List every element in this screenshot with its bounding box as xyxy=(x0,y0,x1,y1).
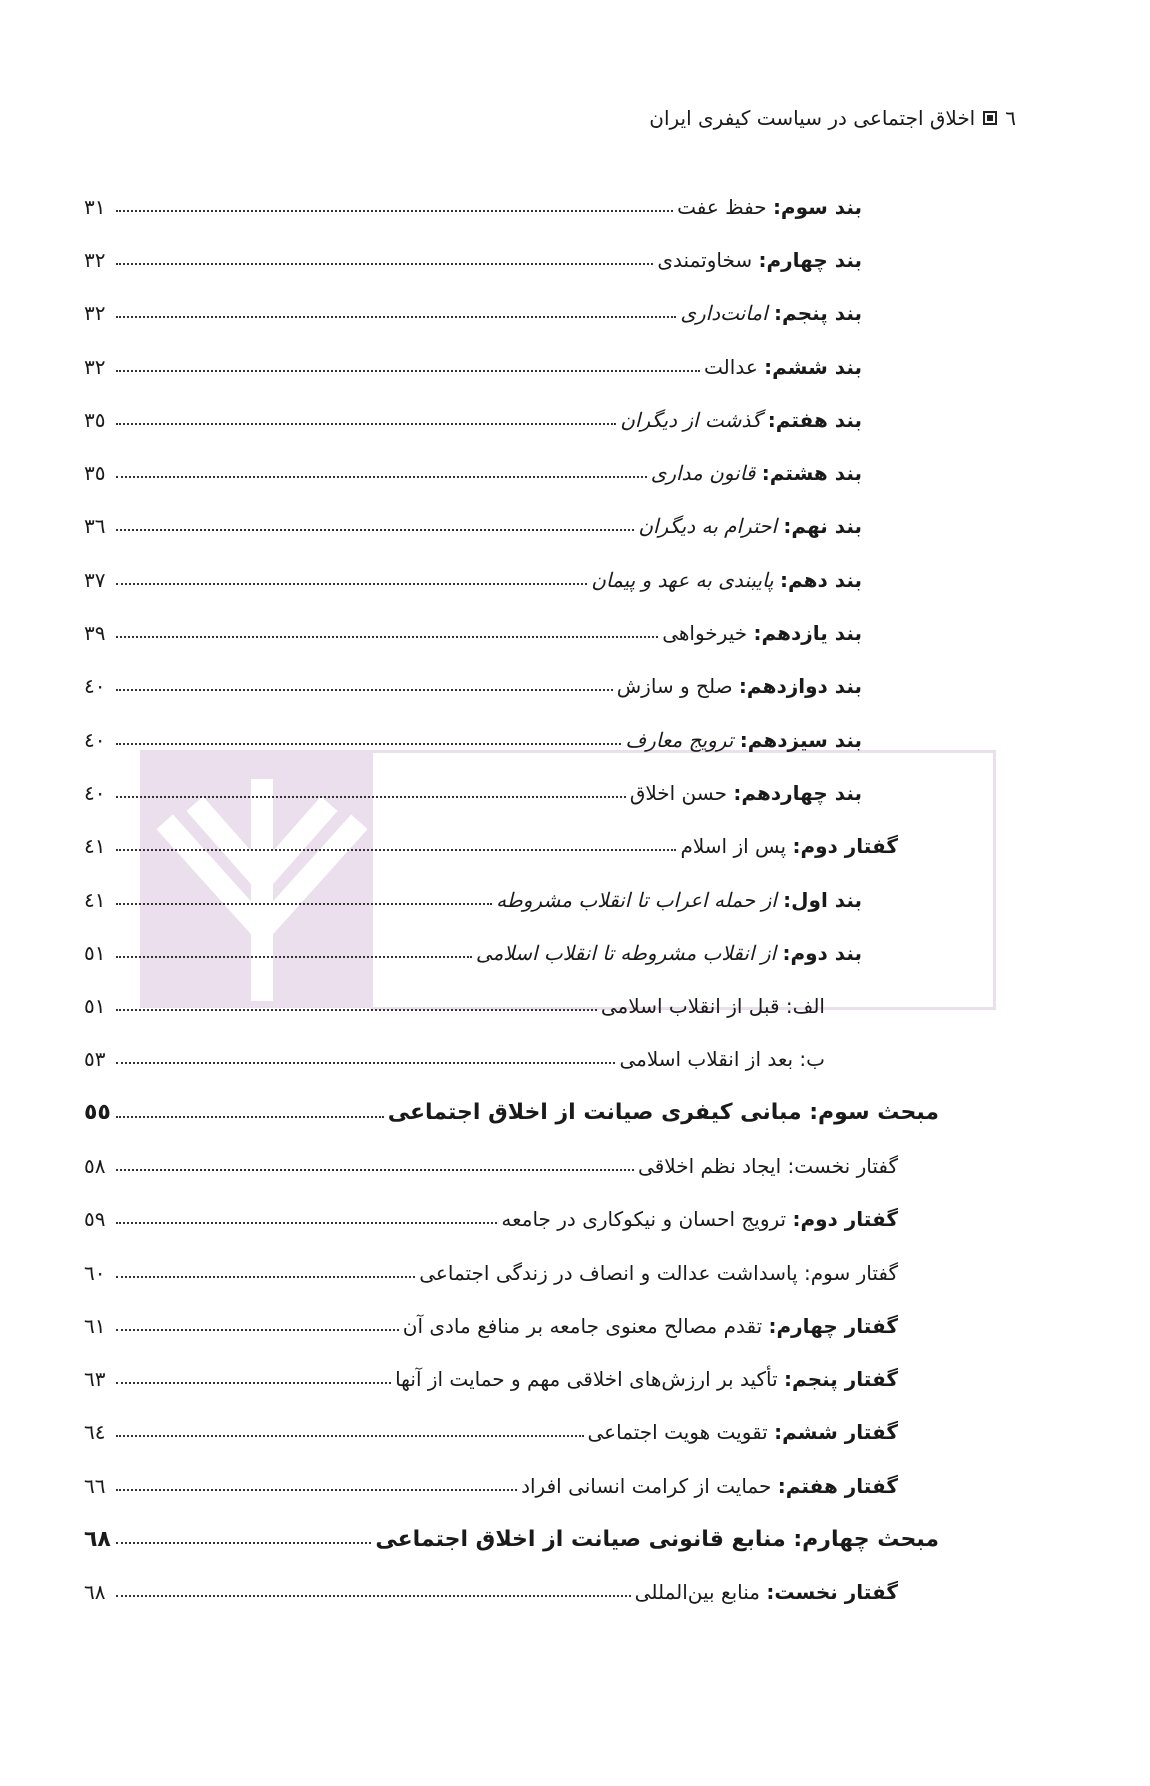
dot-leader xyxy=(116,263,653,265)
toc-page-number: ٣٢ xyxy=(84,354,106,379)
toc-page-number: ٦٠ xyxy=(84,1260,106,1285)
toc-entry-prefix: مبحث چهارم: xyxy=(793,1526,939,1552)
toc-entry-title xyxy=(638,514,862,538)
toc-entry-text: الف: قبل از انقلاب اسلامی xyxy=(600,994,825,1019)
toc-entry-text: از انقلاب مشروطه تا انقلاب اسلامی xyxy=(475,940,783,965)
toc-entry-title xyxy=(601,994,825,1018)
toc-entry-prefix: مبحث سوم: xyxy=(809,1100,939,1126)
dot-leader xyxy=(116,476,647,478)
toc-entry-text: از حمله اعراب تا انقلاب مشروطه xyxy=(496,887,784,912)
toc-entry-text: احترام به دیگران xyxy=(638,514,784,539)
toc-entry-text: پایبندی به عهد و پیمان xyxy=(591,567,780,592)
toc-entry-prefix: بند نهم: xyxy=(783,514,862,539)
toc-page-number: ٤٠ xyxy=(84,727,106,752)
toc-entry-text: تأکید بر ارزش‌های اخلاقی مهم و حمایت از آنها xyxy=(395,1367,785,1392)
toc-entry[interactable] xyxy=(84,1139,898,1192)
toc-entry-prefix: گفتار دوم: xyxy=(792,1207,898,1232)
toc-entry-title xyxy=(403,1314,898,1338)
dot-leader xyxy=(116,849,676,851)
toc-page-number: ٦١ xyxy=(84,1313,106,1338)
dot-leader xyxy=(116,423,616,425)
toc-entry-title xyxy=(620,408,862,432)
dot-leader xyxy=(116,1489,517,1491)
toc-entry-text: تقویت هویت اجتماعی xyxy=(587,1420,775,1445)
toc-entry-text: منابع بین‌المللی xyxy=(634,1580,767,1605)
dot-leader xyxy=(116,1542,371,1544)
toc-entry-text: تقدم مصالح معنوی جامعه بر منافع مادی آن xyxy=(402,1313,769,1338)
toc-entry-prefix: بند دوم: xyxy=(782,940,862,965)
toc-entry[interactable] xyxy=(84,180,862,233)
toc-entry-title xyxy=(680,834,898,858)
toc-entry-text: عدالت xyxy=(704,354,765,379)
dot-leader xyxy=(116,796,626,798)
toc-page-number: ٦٦ xyxy=(84,1473,106,1498)
toc-page-number: ٦٨ xyxy=(84,1580,106,1605)
toc-entry-text: امانت‌داری xyxy=(680,301,775,326)
toc-entry-prefix: بند هفتم: xyxy=(767,407,862,432)
dot-leader xyxy=(116,529,634,531)
toc-entry-text: منابع قانونی صیانت از اخلاق اجتماعی xyxy=(375,1526,794,1552)
toc-entry-title xyxy=(476,941,862,965)
toc-page-number: ٦٨ xyxy=(84,1526,111,1552)
toc-page-number: ٥٥ xyxy=(84,1100,111,1126)
toc-entry-prefix: بند ششم: xyxy=(764,354,862,379)
dot-leader xyxy=(116,636,658,638)
dot-leader xyxy=(116,1009,597,1011)
dot-leader xyxy=(116,1276,415,1278)
dot-leader xyxy=(116,1435,584,1437)
toc-entry[interactable] xyxy=(84,713,862,766)
toc-entry-title xyxy=(501,1207,898,1231)
toc-entry[interactable] xyxy=(84,446,862,499)
dot-leader xyxy=(116,583,587,585)
running-header xyxy=(649,106,1016,130)
toc-entry[interactable] xyxy=(84,873,862,926)
toc-entry-prefix: بند دهم: xyxy=(779,567,862,592)
toc-entry[interactable] xyxy=(84,287,862,340)
dot-leader xyxy=(116,316,676,318)
toc-entry-text: حفظ عفت xyxy=(677,194,773,219)
toc-page-number: ٦٤ xyxy=(84,1420,106,1445)
toc-entry-prefix: بند چهاردهم: xyxy=(733,780,862,805)
toc-entry-title xyxy=(395,1367,898,1391)
toc-page-number: ٣٥ xyxy=(84,461,106,486)
toc-entry[interactable] xyxy=(84,606,862,659)
dot-leader xyxy=(116,956,472,958)
toc-entry-text: گذشت از دیگران xyxy=(620,407,768,432)
toc-entry[interactable] xyxy=(84,1193,898,1246)
toc-page-number: ٥١ xyxy=(84,994,106,1019)
dot-leader xyxy=(116,1382,391,1384)
toc-entry-prefix: گفتار دوم: xyxy=(792,834,898,859)
toc-entry[interactable] xyxy=(84,1033,825,1086)
toc-entry-title xyxy=(591,568,862,592)
toc-entry-title xyxy=(388,1100,939,1125)
dot-leader xyxy=(116,370,700,372)
dot-leader xyxy=(116,1062,615,1064)
toc-page-number: ٣١ xyxy=(84,194,106,219)
toc-entry-text: گفتار نخست: ایجاد نظم اخلاقی xyxy=(638,1153,898,1178)
toc-entry[interactable] xyxy=(84,660,862,713)
toc-entry-text: ترویج معارف xyxy=(625,727,740,752)
toc-entry-title xyxy=(375,1527,939,1552)
toc-entry[interactable] xyxy=(84,500,862,553)
toc-page-number: ٥٩ xyxy=(84,1207,106,1232)
toc-entry-title xyxy=(588,1420,898,1444)
toc-entry-title xyxy=(496,888,862,912)
dot-leader xyxy=(116,1116,384,1118)
toc-entry-title xyxy=(630,781,862,805)
toc-entry[interactable] xyxy=(84,820,898,873)
toc-entry-prefix: بند سوم: xyxy=(772,194,862,219)
toc-entry-prefix: بند سیزدهم: xyxy=(739,727,862,752)
toc-entry[interactable] xyxy=(84,766,862,819)
toc-entry-prefix: گفتار پنجم: xyxy=(784,1367,898,1392)
toc-page-number: ٣٩ xyxy=(84,621,106,646)
toc-entry[interactable] xyxy=(84,1459,898,1512)
toc-entry[interactable] xyxy=(84,1512,939,1565)
toc-entry-text: خیرخواهی xyxy=(662,621,754,646)
toc-page-number: ٥١ xyxy=(84,940,106,965)
toc-page-number: ٥٣ xyxy=(84,1047,106,1072)
toc-entry-prefix: گفتار چهارم: xyxy=(768,1313,898,1338)
toc-page-number: ٤٠ xyxy=(84,780,106,805)
toc-entry-title xyxy=(680,301,862,325)
toc-entry-text: ب: بعد از انقلاب اسلامی xyxy=(619,1047,825,1072)
toc-entry-prefix: بند چهارم: xyxy=(758,247,862,272)
toc-page-number: ٣٢ xyxy=(84,301,106,326)
toc-page-number: ٣٢ xyxy=(84,247,106,272)
toc-page-number: ٦٣ xyxy=(84,1367,106,1392)
page-number: ٦ xyxy=(1005,106,1016,130)
toc-entry-title xyxy=(638,1154,898,1178)
dot-leader xyxy=(116,1595,631,1597)
toc-entry-title xyxy=(704,355,862,379)
toc-entry-text: قانون مداری xyxy=(650,461,762,486)
toc-entry-text: حمایت از کرامت انسانی افراد xyxy=(521,1473,778,1498)
toc-entry-text: پس از اسلام xyxy=(680,834,793,859)
toc-page-number: ٤١ xyxy=(84,887,106,912)
toc-page-number: ٣٥ xyxy=(84,407,106,432)
toc-entry-prefix: گفتار هفتم: xyxy=(777,1473,898,1498)
toc-entry-title xyxy=(521,1474,898,1498)
toc-entry-title xyxy=(651,461,862,485)
toc-entry-prefix: گفتار ششم: xyxy=(774,1420,898,1445)
toc-page-number: ٣٧ xyxy=(84,567,106,592)
toc-entry-title xyxy=(617,674,862,698)
toc-entry-text: ترویج احسان و نیکوکاری در جامعه xyxy=(501,1207,793,1232)
dot-leader xyxy=(116,903,492,905)
toc-entry-prefix: بند یازدهم: xyxy=(753,621,862,646)
dot-leader xyxy=(116,1222,497,1224)
dot-leader xyxy=(116,1329,399,1331)
toc-entry-text: سخاوتمندی xyxy=(657,247,759,272)
dot-leader xyxy=(116,689,613,691)
square-bullet-icon xyxy=(983,111,997,125)
table-of-contents xyxy=(84,180,1150,1619)
toc-entry-title xyxy=(657,248,862,272)
toc-entry-title xyxy=(625,728,862,752)
toc-entry[interactable] xyxy=(84,1086,939,1139)
toc-entry-text: صلح و سازش xyxy=(616,674,739,699)
toc-entry[interactable] xyxy=(84,233,862,286)
toc-entry-prefix: گفتار نخست: xyxy=(766,1580,898,1605)
book-title: اخلاق اجتماعی در سیاست کیفری ایران xyxy=(649,106,976,130)
toc-entry-title xyxy=(419,1261,898,1285)
toc-entry-title xyxy=(677,195,862,219)
toc-entry[interactable] xyxy=(84,1246,898,1299)
toc-entry[interactable] xyxy=(84,926,862,979)
toc-entry[interactable] xyxy=(84,979,825,1032)
toc-entry-title xyxy=(619,1047,825,1071)
toc-entry[interactable] xyxy=(84,340,862,393)
toc-entry[interactable] xyxy=(84,553,862,606)
dot-leader xyxy=(116,210,673,212)
toc-entry[interactable] xyxy=(84,1353,898,1406)
toc-entry[interactable] xyxy=(84,1566,898,1619)
dot-leader xyxy=(116,1169,634,1171)
toc-page-number: ٤٠ xyxy=(84,674,106,699)
toc-entry-prefix: بند دوازدهم: xyxy=(738,674,862,699)
toc-entry-title xyxy=(662,621,862,645)
dot-leader xyxy=(116,743,621,745)
toc-entry-prefix: بند اول: xyxy=(783,887,862,912)
toc-entry-text: مبانی کیفری صیانت از اخلاق اجتماعی xyxy=(387,1100,810,1126)
toc-entry-title xyxy=(635,1580,898,1604)
toc-entry[interactable] xyxy=(84,1406,898,1459)
toc-entry-text: گفتار سوم: پاسداشت عدالت و انصاف در زندگی اجتماعی xyxy=(419,1260,898,1285)
toc-page-number: ٣٦ xyxy=(84,514,106,539)
toc-entry[interactable] xyxy=(84,1299,898,1352)
toc-entry-prefix: بند هشتم: xyxy=(761,461,862,486)
toc-entry[interactable] xyxy=(84,393,862,446)
toc-page-number: ٥٨ xyxy=(84,1153,106,1178)
toc-page-number: ٤١ xyxy=(84,834,106,859)
toc-entry-text: حسن اخلاق xyxy=(629,780,734,805)
toc-entry-prefix: بند پنجم: xyxy=(774,301,862,326)
